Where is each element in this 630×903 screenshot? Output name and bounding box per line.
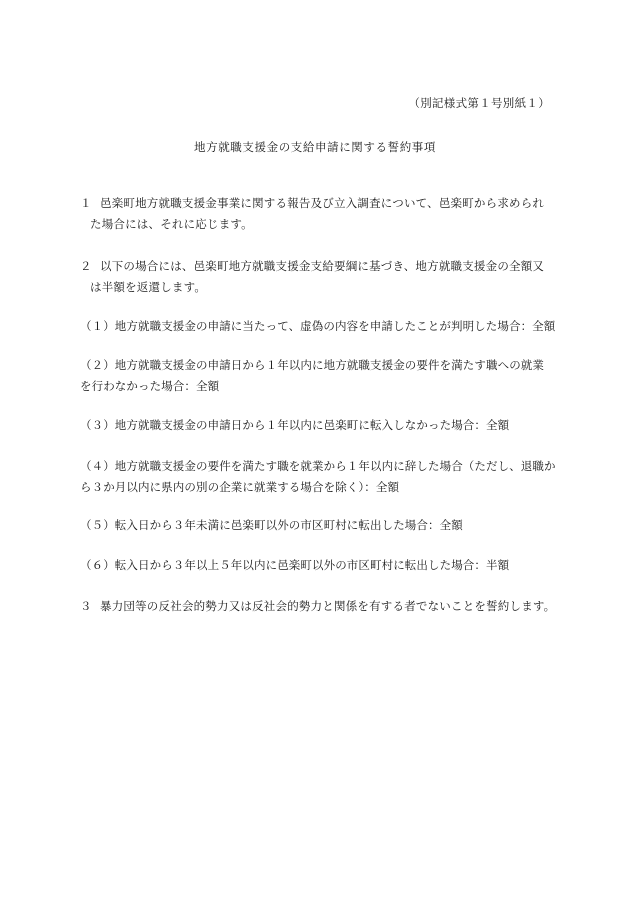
pledge-item-2-number: ２ bbox=[80, 259, 92, 273]
pledge-item-3-number: ３ bbox=[80, 599, 92, 613]
sub-item-5: （５）転入日から３年未満に邑楽町以外の市区町村に転出した場合：全額 bbox=[80, 518, 463, 532]
pledge-item-2 bbox=[80, 256, 560, 298]
sub-item-4: （４）地方就職支援金の要件を満たす職を就業から１年以内に辞した場合（ただし、退職か ら３か月以内に県内の別の企業に就業する場合を除く）：全額 bbox=[80, 459, 556, 494]
pledge-item-2-line1: ２ 以下の場合には、邑楽町地方就職支援金支給要綱に基づき、地方就職支援金の全額又 bbox=[80, 256, 560, 277]
pledge-item-1-number: １ bbox=[80, 196, 92, 210]
sub-item-6: （６）転入日から３年以上５年以内に邑楽町以外の市区町村に転出した場合：半額 bbox=[80, 558, 510, 572]
form-reference: （別記様式第１号別紙１） bbox=[408, 96, 550, 110]
pledge-item-3 bbox=[80, 596, 580, 617]
sub-item-1: （１）地方就職支援金の申請に当たって、虚偽の内容を申請したことが判明した場合：全額 bbox=[80, 319, 556, 333]
pledge-item-1-line2: た場合には、それに応じます。 bbox=[90, 217, 253, 231]
sub-item-3: （３）地方就職支援金の申請日から１年以内に邑楽町に転入しなかった場合：全額 bbox=[80, 418, 510, 432]
pledge-item-2-line2: は半額を返還します。 bbox=[90, 280, 207, 294]
document-title: 地方就職支援金の支給申請に関する誓約事項 bbox=[194, 140, 436, 154]
pledge-item-3-text: 暴力団等の反社会的勢力又は反社会的勢力と関係を有する者でないことを誓約します。 bbox=[100, 599, 556, 613]
pledge-item-1 bbox=[80, 193, 560, 235]
pledge-item-1-line1: １ 邑楽町地方就職支援金事業に関する報告及び立入調査について、邑楽町から求められ bbox=[80, 193, 560, 214]
sub-item-2: （２）地方就職支援金の申請日から１年以内に地方就職支援金の要件を満たす職への就業 を行わなかった場合：全額 bbox=[80, 358, 544, 393]
